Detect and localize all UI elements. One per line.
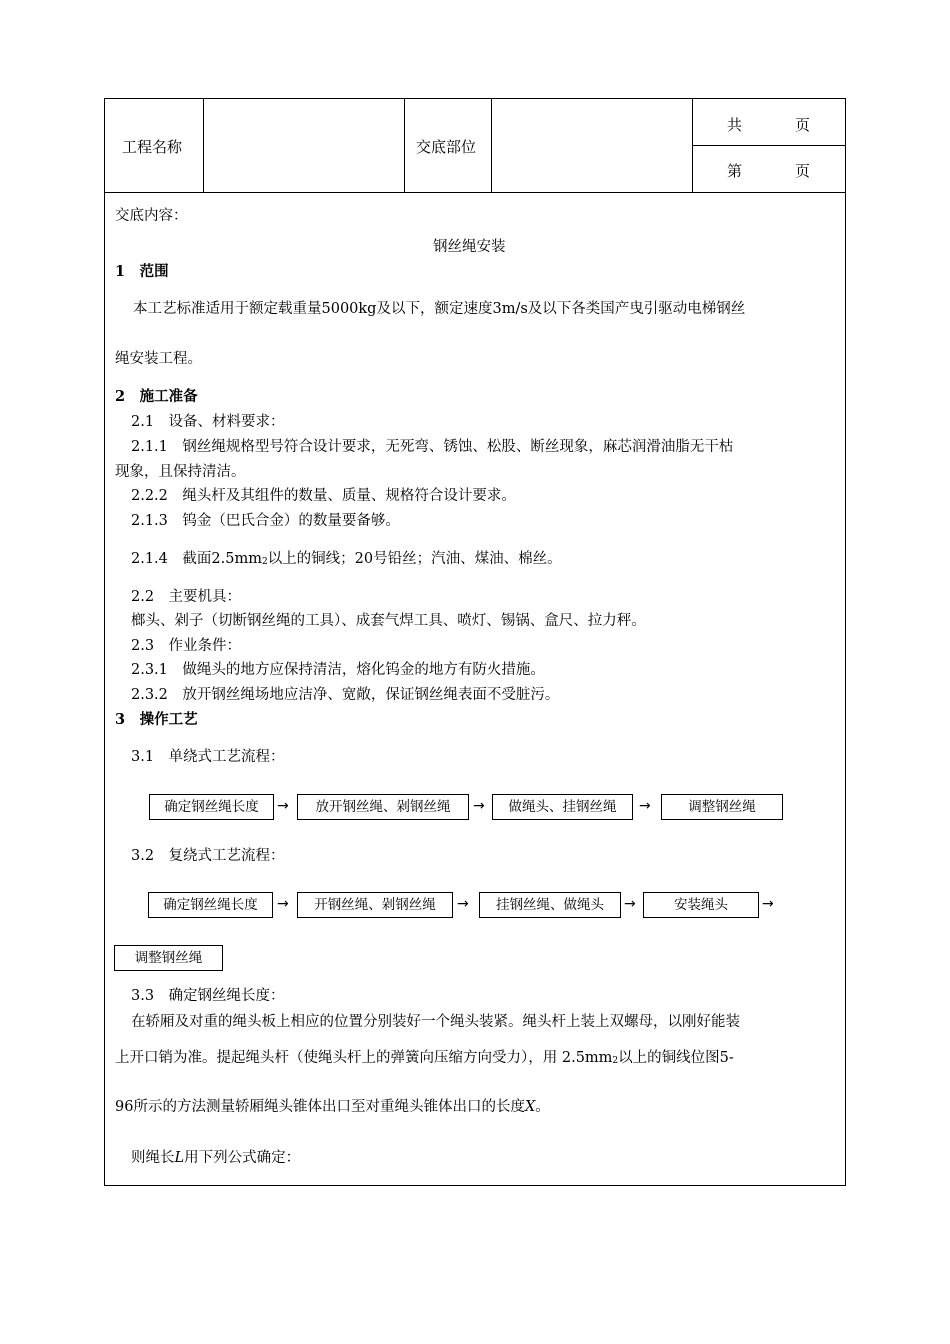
s2-1-3: 2.1.3 钨金（巴氏合金）的数量要备够。 <box>131 513 400 529</box>
section-2-heading: 2 施工准备 <box>115 388 198 405</box>
s2-3-2: 2.3.2 放开钢丝绳场地应洁净、宽敞，保证钢丝绳表面不受脏污。 <box>131 687 560 703</box>
s3-3: 3.3 确定钢丝绳长度： <box>131 988 285 1004</box>
page-cell-divider <box>692 145 845 146</box>
page-number-label-b: 页 <box>795 162 811 180</box>
flow1-arrow-2: → <box>473 798 485 814</box>
s3-3-line1: 在轿厢及对重的绳头板上相应的位置分别装好一个绳头装紧。绳头杆上装上双螺母，以刚好能装 <box>131 1014 740 1030</box>
flow2-step-1: 确定钢丝绳长度 <box>148 892 273 918</box>
s2-3: 2.3 作业条件： <box>131 638 242 654</box>
flow1-step-4: 调整钢丝绳 <box>661 794 783 820</box>
total-pages-label-b: 页 <box>795 116 811 134</box>
flow1-arrow-1: → <box>277 798 289 814</box>
col-divider-1 <box>203 99 204 192</box>
page-number-label-a: 第 <box>727 162 743 180</box>
s2-1: 2.1 设备、材料要求： <box>131 414 285 430</box>
s2-1-1-line2: 现象，且保持清洁。 <box>115 464 246 480</box>
handover-location-label: 交底部位 <box>416 138 477 156</box>
col-divider-2 <box>404 99 405 192</box>
s2-2-tools: 榔头、剁子（切断钢丝绳的工具）、成套气焊工具、喷灯、锡锅、盒尺、拉力秤。 <box>131 613 646 629</box>
s1-p1-line2: 绳安装工程。 <box>115 351 202 367</box>
s3-1: 3.1 单绕式工艺流程： <box>131 749 285 765</box>
col-divider-4 <box>692 99 693 192</box>
s2-3-1: 2.3.1 做绳头的地方应保持清洁，熔化钨金的地方有防火措施。 <box>131 662 545 678</box>
flow2-step-3: 挂钢丝绳、做绳头 <box>479 892 621 918</box>
total-pages-label-a: 共 <box>727 116 743 134</box>
s2-2: 2.2 主要机具： <box>131 589 242 605</box>
flow1-step-3: 做绳头、挂钢丝绳 <box>492 794 633 820</box>
s3-3-line4: 则绳长L用下列公式确定： <box>131 1150 301 1166</box>
header-bottom-line <box>105 192 845 193</box>
flow1-step-1: 确定钢丝绳长度 <box>149 794 274 820</box>
flow2-arrow-3: → <box>624 896 636 912</box>
flow1-arrow-3: → <box>639 798 651 814</box>
s3-3-line2: 上开口销为准。提起绳头杆（使绳头杆上的弹簧向压缩方向受力），用 $2.5mm_2$以上的铜线位图5- <box>115 1050 734 1066</box>
flow2-arrow-4: → <box>762 896 774 912</box>
flow2-step-2: 开钢丝绳、剁钢丝绳 <box>297 892 453 918</box>
flow2-arrow-2: → <box>457 896 469 912</box>
doc-title: 钢丝绳安装 <box>433 239 506 255</box>
intro-label: 交底内容： <box>115 208 188 224</box>
s3-3-line3: 96所示的方法测量轿厢绳头锥体出口至对重绳头锥体出口的长度X。 <box>115 1099 550 1115</box>
s1-p1-line1: 本工艺标准适用于额定载重量5000kg及以下，额定速度3m/s及以下各类国产曳引驱动电梯钢丝 <box>133 301 746 317</box>
s2-1-4: 2.1.4 截面$2.5mm_2$以上的铜线；20号铅丝；汽油、煤油、棉丝。 <box>131 551 562 567</box>
section-1-heading: 1 范围 <box>115 263 169 280</box>
col-divider-3 <box>491 99 492 192</box>
s2-2-2: 2.2.2 绳头杆及其组件的数量、质量、规格符合设计要求。 <box>131 488 516 504</box>
s2-1-1-line1: 2.1.1 钢丝绳规格型号符合设计要求，无死弯、锈蚀、松股、断丝现象，麻芯润滑油脂无干枯 <box>131 439 734 455</box>
project-name-label: 工程名称 <box>122 138 183 156</box>
flow2-step-4: 安装绳头 <box>643 892 759 918</box>
s3-2: 3.2 复绕式工艺流程： <box>131 848 285 864</box>
section-3-heading: 3 操作工艺 <box>115 711 198 728</box>
flow2-step-5: 调整钢丝绳 <box>114 945 223 971</box>
flow2-arrow-1: → <box>277 896 289 912</box>
flow1-step-2: 放开钢丝绳、剁钢丝绳 <box>297 794 469 820</box>
